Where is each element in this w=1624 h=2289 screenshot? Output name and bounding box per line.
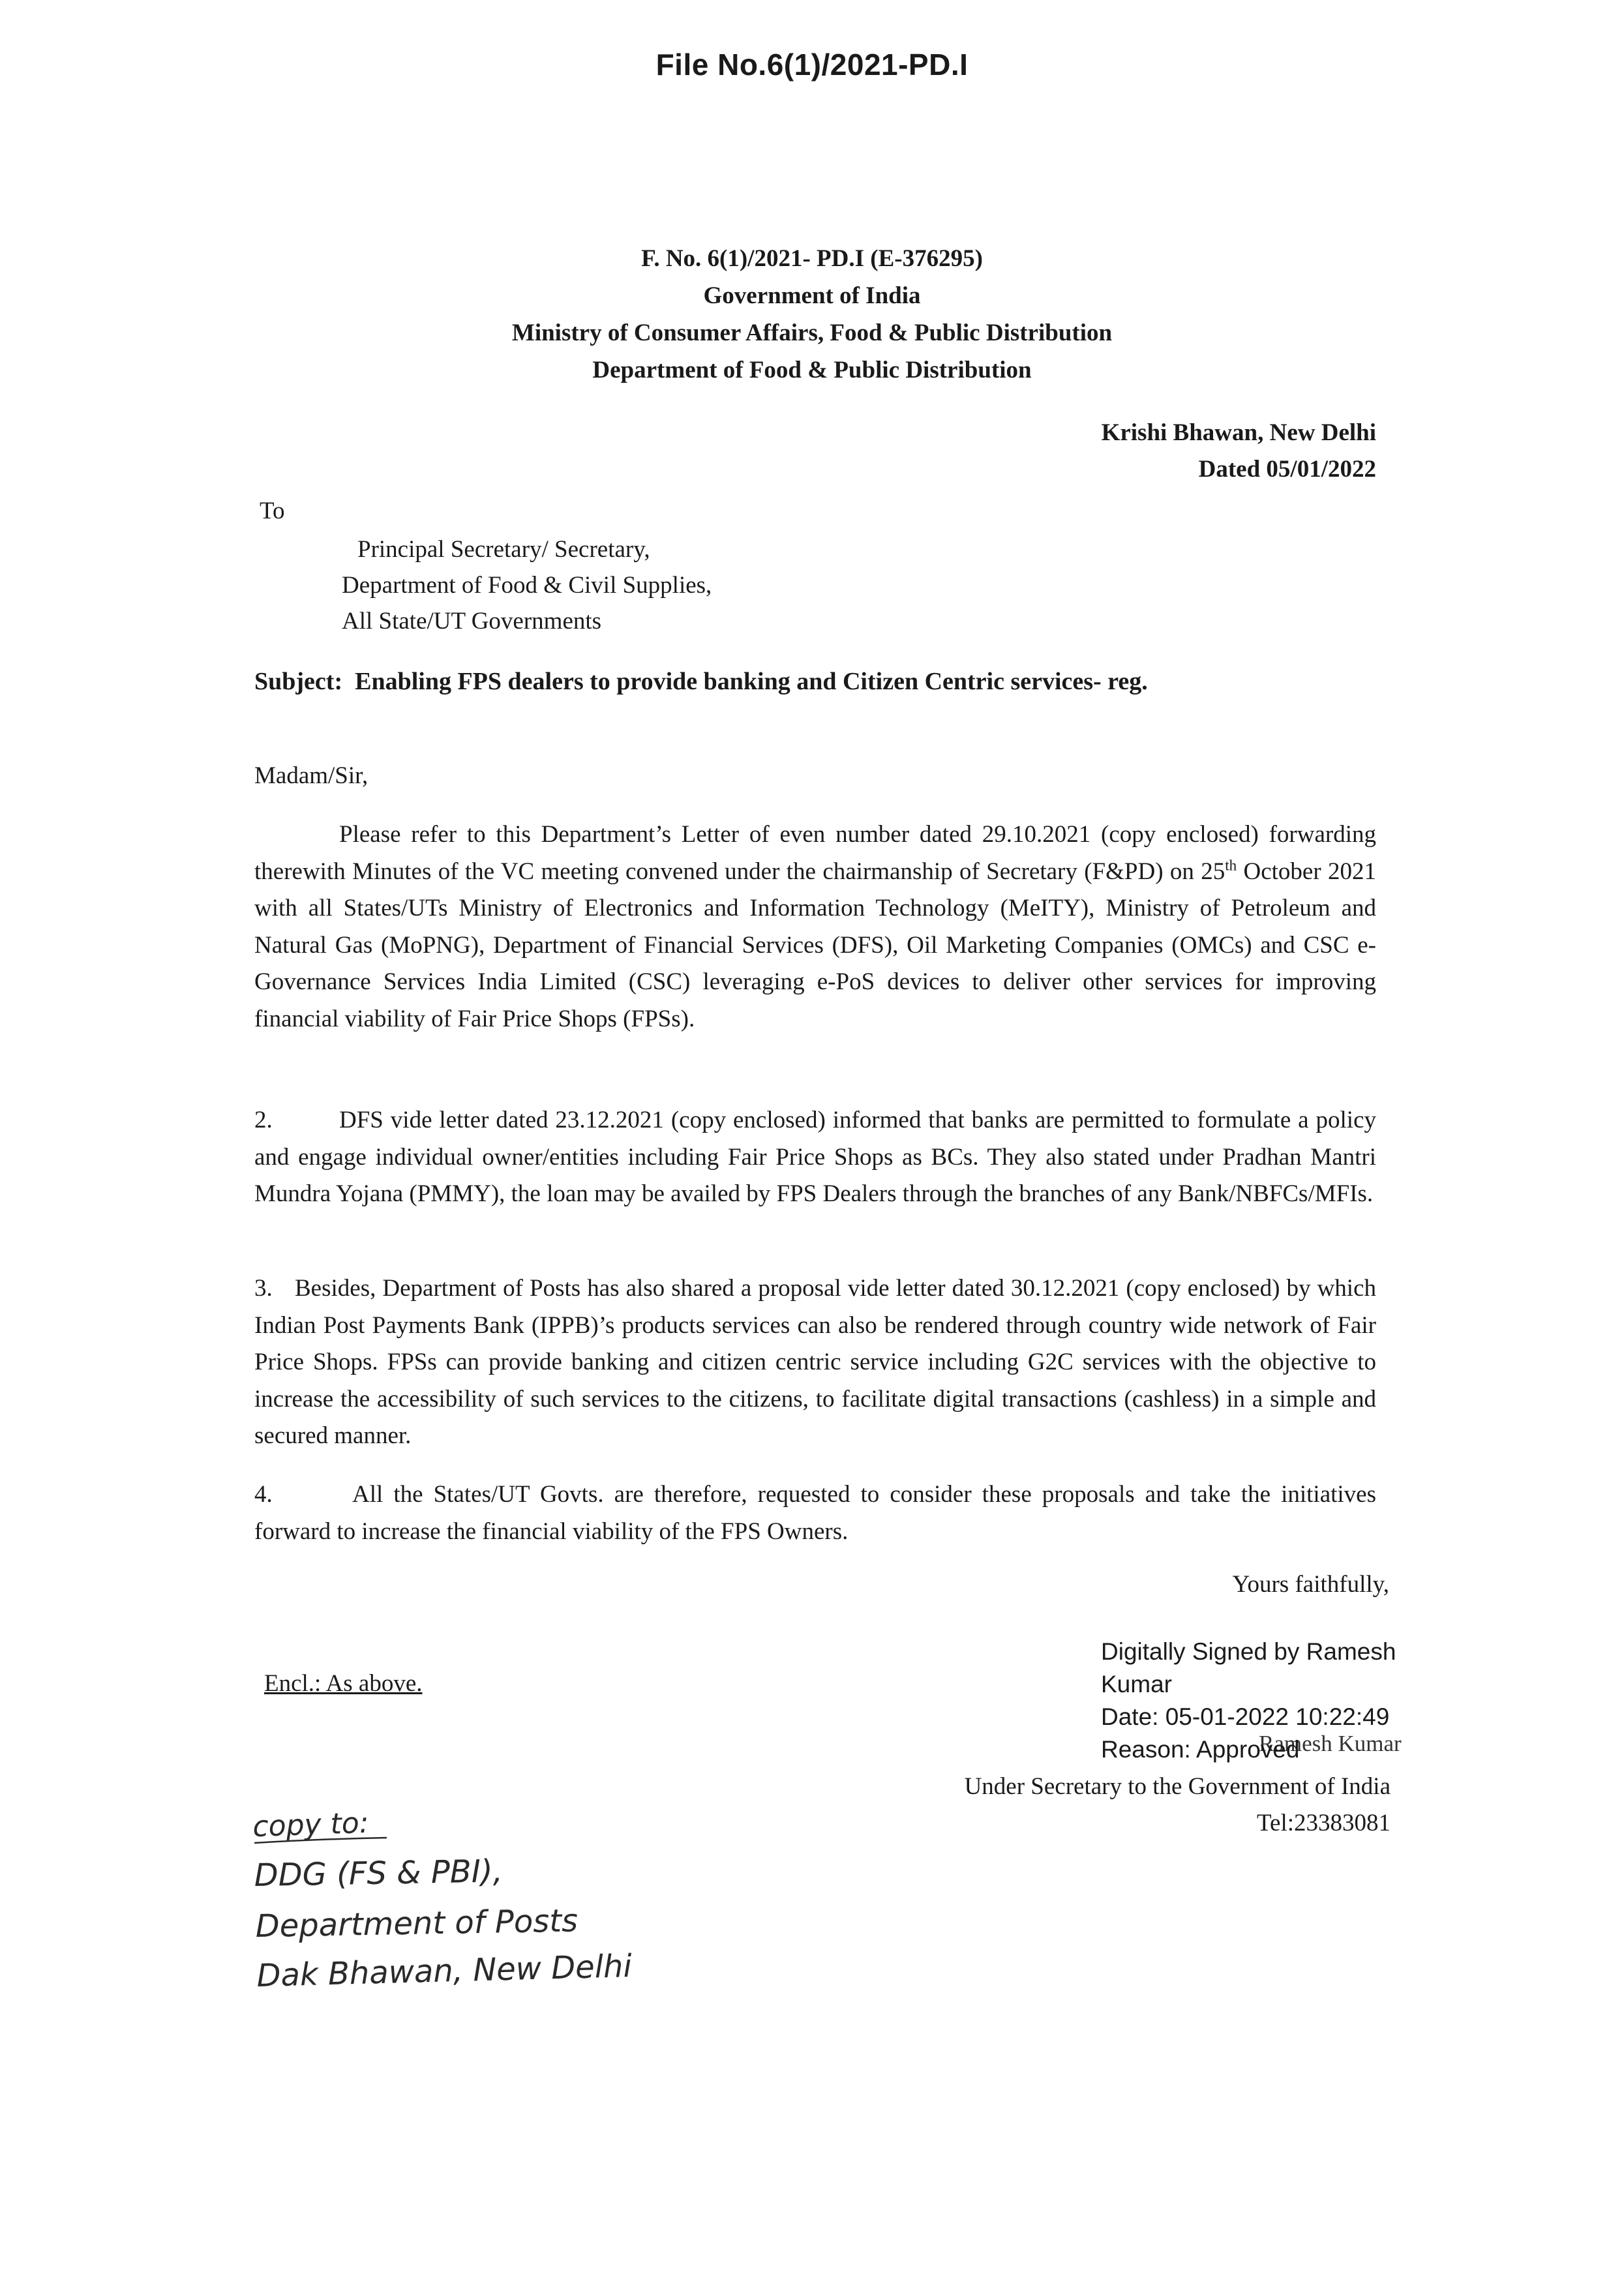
paragraph-4 bbox=[254, 1476, 1376, 1550]
letterhead bbox=[0, 240, 1624, 389]
date: Dated 05/01/2022 bbox=[1198, 456, 1376, 483]
telephone: Tel:23383081 bbox=[1257, 1810, 1391, 1836]
handwritten-line-1: copy to: bbox=[253, 1806, 370, 1844]
place: Krishi Bhawan, New Delhi bbox=[1101, 419, 1376, 446]
paragraph-3 bbox=[254, 1270, 1376, 1455]
paragraph-3-text: Besides, Department of Posts has also shared a proposal vide letter dated 30.12.2021 (copy enclosed) by which Indian Post Payments Bank (IPPB)’s products services can also be rendered through country wide network of Fair Price Shops. FPSs can provide banking and citizen centric service including G2C services with the objective to increase the accessibility of such services to the citizens, to facilitate digital transactions (cashless) in a simple and secured manner. bbox=[254, 1275, 1376, 1449]
paragraph-2-number: 2. bbox=[254, 1107, 273, 1133]
handwritten-copy-to-note bbox=[253, 1805, 710, 2004]
addressee-block bbox=[342, 531, 712, 639]
paragraph-2-text: DFS vide letter dated 23.12.2021 (copy enclosed) informed that banks are permitted to formulate a policy and engage individual owner/entities including Fair Price Shops as BCs. They also stated under Pradhan Mantri Mundra Yojana (PMMY), the loan may be availed by FPS Dealers through the branches of any Bank/NBFCs/MFIs. bbox=[254, 1107, 1376, 1207]
paragraph-4-number: 4. bbox=[254, 1481, 273, 1508]
paragraph-1 bbox=[254, 816, 1376, 1038]
closing-salutation: Yours faithfully, bbox=[1232, 1571, 1389, 1598]
subject-line bbox=[254, 667, 1376, 696]
digital-signed-by: Digitally Signed by Ramesh bbox=[1101, 1638, 1396, 1665]
handwritten-line-4: Dak Bhawan, New Delhi bbox=[256, 1947, 633, 1994]
handwritten-line-3: Department of Posts bbox=[255, 1902, 579, 1945]
handwritten-line-2: DDG (FS & PBI), bbox=[254, 1853, 504, 1894]
department-line: Department of Food & Public Distribution bbox=[592, 357, 1032, 383]
signer-name: Ramesh Kumar bbox=[1259, 1731, 1402, 1756]
digital-signature-block bbox=[1101, 1636, 1396, 1766]
place-date-block bbox=[1102, 415, 1376, 488]
digital-signature-date: Date: 05-01-2022 10:22:49 bbox=[1101, 1703, 1390, 1730]
handwritten-note-graphic bbox=[253, 1805, 710, 2001]
paragraph-1-superscript: th bbox=[1225, 857, 1237, 874]
paragraph-1-text-a: Please refer to this Department’s Letter of even number dated 29.10.2021 (copy enclosed) forwarding therewith Minutes of the VC meeting convened under the chairmanship of Secretary (F&PD) on 25 bbox=[254, 821, 1376, 885]
ministry-line: Ministry of Consumer Affairs, Food & Public Distribution bbox=[511, 320, 1113, 346]
government-line: Government of India bbox=[703, 282, 921, 309]
designation-block bbox=[965, 1769, 1391, 1842]
file-number-header: File No.6(1)/2021-PD.I bbox=[655, 48, 969, 82]
reference-number: F. No. 6(1)/2021- PD.I (E-376295) bbox=[641, 245, 983, 272]
addressee-line-2: Department of Food & Civil Supplies, bbox=[342, 572, 712, 599]
enclosure-note: Encl.: As above. bbox=[264, 1670, 423, 1697]
addressee-line-1: Principal Secretary/ Secretary, bbox=[357, 536, 650, 563]
digital-signed-by-cont: Kumar bbox=[1101, 1671, 1172, 1698]
addressee-line-3: All State/UT Governments bbox=[342, 608, 602, 635]
subject-label: Subject: bbox=[254, 668, 343, 695]
subject-text: Enabling FPS dealers to provide banking and Citizen Centric services- reg. bbox=[355, 668, 1148, 695]
paragraph-2 bbox=[254, 1102, 1376, 1213]
paragraph-3-number: 3. bbox=[254, 1275, 273, 1302]
to-label: To bbox=[260, 498, 285, 524]
paragraph-1-text-b: October 2021 with all States/UTs Ministry of Electronics and Information Technology (MeITY), Ministry of Petroleum and Natural Gas (MoPNG), Department of Financial Services (DFS), Oil Marketing Companies (OMCs) and CSC e-Governance Services India Limited (CSC) leveraging e-PoS devices to deliver other services for improving financial viability of Fair Price Shops (FPSs). bbox=[254, 858, 1376, 1032]
digital-signature-reason: Reason: Approved bbox=[1101, 1736, 1300, 1763]
salutation: Madam/Sir, bbox=[254, 762, 368, 789]
paragraph-4-text: All the States/UT Govts. are therefore, requested to consider these proposals and take the initiatives forward to increase the financial viability of the FPS Owners. bbox=[254, 1481, 1376, 1545]
designation: Under Secretary to the Government of India bbox=[964, 1773, 1391, 1800]
